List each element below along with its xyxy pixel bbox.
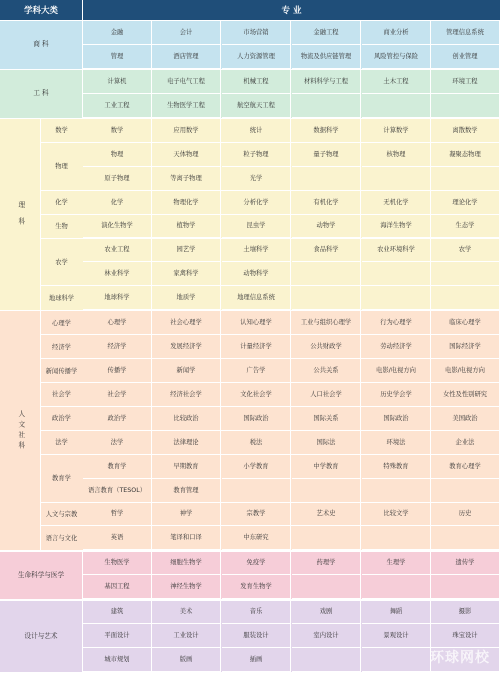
major-cell: 新闻学 xyxy=(152,359,221,383)
watermark: 环球网校 xyxy=(430,650,490,666)
major-cell: 生理学 xyxy=(362,552,431,576)
major-cell xyxy=(362,167,431,191)
major-cell: 社会学 xyxy=(83,383,152,407)
major-cell: 生物医学 xyxy=(83,552,152,576)
major-cell: 物理 xyxy=(83,143,152,167)
major-cell: 经济社会学 xyxy=(152,383,221,407)
major-cell: 国际关系 xyxy=(292,407,361,431)
major-cell: 法律理论 xyxy=(152,431,221,455)
subcategory-cell: 人文与宗教 xyxy=(45,510,78,518)
major-cell: 国际法 xyxy=(292,431,361,455)
major-cell: 美国政治 xyxy=(431,407,500,431)
major-cell: 室内设计 xyxy=(292,624,361,648)
major-cell: 女性及性别研究 xyxy=(431,383,500,407)
major-cell: 中东研究 xyxy=(222,526,291,550)
subcategory-cell: 新闻传播学 xyxy=(45,367,78,375)
major-cell: 工业设计 xyxy=(152,624,221,648)
major-cell: 传播学 xyxy=(83,359,152,383)
major-cell: 计量经济学 xyxy=(222,335,291,359)
major-cell xyxy=(222,479,291,503)
major-cell: 国际政治 xyxy=(222,407,291,431)
subcategory-cell: 地球科学 xyxy=(48,294,75,302)
major-cell: 电子电气工程 xyxy=(152,70,221,94)
major-cell: 食品科学 xyxy=(292,239,361,263)
major-cell: 数学 xyxy=(83,119,152,143)
major-cell: 生态学 xyxy=(431,215,500,239)
subcategory-cell: 经济学 xyxy=(52,343,71,351)
band-science xyxy=(0,119,500,310)
major-cell xyxy=(431,479,500,503)
major-cell: 法学 xyxy=(83,431,152,455)
major-cell xyxy=(292,262,361,286)
major-cell: 光学 xyxy=(222,167,291,191)
major-cell xyxy=(362,526,431,550)
major-cell xyxy=(362,262,431,286)
major-cell: 材料科学与工程 xyxy=(292,70,361,94)
major-cell: 笔译和口译 xyxy=(152,526,221,550)
major-cell: 创业管理 xyxy=(431,45,500,69)
major-header xyxy=(83,0,500,20)
major-cell xyxy=(292,286,361,310)
subcategory-cell: 法学 xyxy=(55,439,68,447)
major-cell xyxy=(431,575,500,599)
major-cell: 人力资源管理 xyxy=(222,45,291,69)
major-cell: 广告学 xyxy=(222,359,291,383)
major-cell xyxy=(292,648,361,672)
category-cell: 商 科 xyxy=(33,40,49,49)
major-cell: 昆虫学 xyxy=(222,215,291,239)
major-cell: 中学教育 xyxy=(292,455,361,479)
major-cell: 核物理 xyxy=(362,143,431,167)
major-cell: 国际经济学 xyxy=(431,335,500,359)
major-cell: 动物科学 xyxy=(222,262,291,286)
major-cell: 免疫学 xyxy=(222,552,291,576)
major-cell: 宗教学 xyxy=(222,503,291,527)
major-cell: 历史 xyxy=(431,503,500,527)
major-cell: 电影/电视方向 xyxy=(362,359,431,383)
major-cell: 遗传学 xyxy=(431,552,500,576)
major-cell: 教育学 xyxy=(83,455,152,479)
major-cell: 历史学会学 xyxy=(362,383,431,407)
major-cell: 音乐 xyxy=(222,601,291,625)
major-cell: 英语 xyxy=(83,526,152,550)
major-cell: 神经生物学 xyxy=(152,575,221,599)
major-cell: 风险管控与保险 xyxy=(362,45,431,69)
major-cell: 离散数学 xyxy=(431,119,500,143)
major-cell: 演化生物学 xyxy=(83,215,152,239)
major-cell xyxy=(431,94,500,118)
major-cell: 税法 xyxy=(222,431,291,455)
major-cell xyxy=(292,575,361,599)
major-cell: 农学 xyxy=(431,239,500,263)
major-cell: 早期教育 xyxy=(152,455,221,479)
major-cell: 国际政治 xyxy=(362,407,431,431)
major-cell: 家禽科学 xyxy=(152,262,221,286)
major-cell: 量子物理 xyxy=(292,143,361,167)
major-cell: 人口社会学 xyxy=(292,383,361,407)
major-cell: 教育管理 xyxy=(152,479,221,503)
major-cell: 地质学 xyxy=(152,286,221,310)
major-cell: 农业环境科学 xyxy=(362,239,431,263)
major-cell: 版画 xyxy=(152,648,221,672)
major-cell xyxy=(362,575,431,599)
band-life xyxy=(0,552,500,600)
category-cell: 理 科 xyxy=(16,200,25,229)
band-engineering xyxy=(0,70,500,118)
major-cell xyxy=(362,94,431,118)
major-cell: 经济学 xyxy=(83,335,152,359)
major-cell: 物流及供应链管理 xyxy=(292,45,361,69)
subcategory-cell: 语言与文化 xyxy=(45,534,78,542)
major-cell: 环境法 xyxy=(362,431,431,455)
major-cell: 神学 xyxy=(152,503,221,527)
major-cell: 计算数学 xyxy=(362,119,431,143)
major-cell xyxy=(362,286,431,310)
major-cell: 地理信息系统 xyxy=(222,286,291,310)
major-cell: 金融工程 xyxy=(292,21,361,45)
major-cell xyxy=(292,479,361,503)
major-cell: 数据科学 xyxy=(292,119,361,143)
major-cell: 土壤科学 xyxy=(222,239,291,263)
major-cell: 美术 xyxy=(152,601,221,625)
major-cell: 心理学 xyxy=(83,311,152,335)
major-cell: 植物学 xyxy=(152,215,221,239)
category-header xyxy=(0,0,82,20)
major-cell: 平面设计 xyxy=(83,624,152,648)
subcategory-cell: 政治学 xyxy=(52,415,71,423)
major-cell xyxy=(362,648,431,672)
major-cell: 特殊教育 xyxy=(362,455,431,479)
major-cell xyxy=(431,286,500,310)
major-cell: 景观设计 xyxy=(362,624,431,648)
major-cell: 农业工程 xyxy=(83,239,152,263)
major-cell: 摄影 xyxy=(431,601,500,625)
major-cell: 应用数学 xyxy=(152,119,221,143)
major-cell: 比较政治 xyxy=(152,407,221,431)
band-business xyxy=(0,21,500,69)
major-cell: 插画 xyxy=(222,648,291,672)
subcategory-cell: 物理 xyxy=(55,163,68,171)
major-cell: 建筑 xyxy=(83,601,152,625)
major-cell: 计算机 xyxy=(83,70,152,94)
major-cell xyxy=(362,479,431,503)
major-cell: 教育心理学 xyxy=(431,455,500,479)
major-cell xyxy=(431,167,500,191)
major-cell: 管理 xyxy=(83,45,152,69)
major-cell xyxy=(431,526,500,550)
major-header-label: 专 业 xyxy=(281,6,302,16)
band-design xyxy=(0,601,500,673)
subcategory-cell: 心理学 xyxy=(52,319,71,327)
category-cell: 设计与艺术 xyxy=(24,631,58,640)
major-cell: 航空航天工程 xyxy=(222,94,291,118)
subcategory-cell: 化学 xyxy=(55,199,68,207)
major-cell: 动物学 xyxy=(292,215,361,239)
major-cell: 珠宝设计 xyxy=(431,624,500,648)
major-cell xyxy=(292,167,361,191)
major-cell: 发育生物学 xyxy=(222,575,291,599)
major-cell: 等离子物理 xyxy=(152,167,221,191)
major-cell: 天体物理 xyxy=(152,143,221,167)
major-cell xyxy=(292,94,361,118)
major-cell: 酒店管理 xyxy=(152,45,221,69)
major-cell: 小学教育 xyxy=(222,455,291,479)
major-cell: 海洋生物学 xyxy=(362,215,431,239)
major-cell: 发展经济学 xyxy=(152,335,221,359)
major-cell: 机械工程 xyxy=(222,70,291,94)
major-cell: 会计 xyxy=(152,21,221,45)
major-cell: 化学 xyxy=(83,191,152,215)
subcategory-cell: 数学 xyxy=(55,127,68,135)
major-cell: 工业工程 xyxy=(83,94,152,118)
subcategory-cell: 社会学 xyxy=(52,391,71,399)
major-cell: 城市规划 xyxy=(83,648,152,672)
major-cell: 比较文学 xyxy=(362,503,431,527)
major-cell: 电影/电视方向 xyxy=(431,359,500,383)
major-cell xyxy=(292,526,361,550)
major-cell: 有机化学 xyxy=(292,191,361,215)
major-cell: 临床心理学 xyxy=(431,311,500,335)
major-cell: 土木工程 xyxy=(362,70,431,94)
major-cell: 分析化学 xyxy=(222,191,291,215)
major-cell: 工业与组织心理学 xyxy=(292,311,361,335)
major-cell: 金融 xyxy=(83,21,152,45)
major-cell: 公共财政学 xyxy=(292,335,361,359)
major-cell: 环境工程 xyxy=(431,70,500,94)
major-cell: 粒子物理 xyxy=(222,143,291,167)
subcategory-cell: 教育学 xyxy=(52,475,71,483)
major-cell: 基因工程 xyxy=(83,575,152,599)
major-cell: 劳动经济学 xyxy=(362,335,431,359)
major-cell: 公共关系 xyxy=(292,359,361,383)
major-cell: 原子物理 xyxy=(83,167,152,191)
major-cell: 行为心理学 xyxy=(362,311,431,335)
subcategory-cell: 生物 xyxy=(55,222,68,230)
major-cell: 文化社会学 xyxy=(222,383,291,407)
major-cell: 市场营销 xyxy=(222,21,291,45)
major-cell: 戏剧 xyxy=(292,601,361,625)
major-cell: 哲学 xyxy=(83,503,152,527)
major-cell: 凝聚态物理 xyxy=(431,143,500,167)
major-cell: 物理化学 xyxy=(152,191,221,215)
band-humanities xyxy=(0,311,500,550)
major-cell: 地球科学 xyxy=(83,286,152,310)
major-cell: 林业科学 xyxy=(83,262,152,286)
major-cell: 语言教育（TESOL） xyxy=(83,479,152,503)
category-cell: 生命科学与医学 xyxy=(17,570,65,579)
major-cell: 理论化学 xyxy=(431,191,500,215)
major-cell: 商业分析 xyxy=(362,21,431,45)
major-cell: 统计 xyxy=(222,119,291,143)
major-cell xyxy=(431,262,500,286)
major-cell: 细胞生物学 xyxy=(152,552,221,576)
major-cell: 社会心理学 xyxy=(152,311,221,335)
major-cell: 政治学 xyxy=(83,407,152,431)
major-cell: 无机化学 xyxy=(362,191,431,215)
major-cell: 生物医学工程 xyxy=(152,94,221,118)
major-cell: 舞蹈 xyxy=(362,601,431,625)
subcategory-cell: 农学 xyxy=(55,258,68,266)
major-cell: 服装设计 xyxy=(222,624,291,648)
major-cell: 企业法 xyxy=(431,431,500,455)
major-cell: 管理信息系统 xyxy=(431,21,500,45)
category-header-label: 学科大类 xyxy=(23,6,58,16)
major-cell: 认知心理学 xyxy=(222,311,291,335)
major-cell: 艺术史 xyxy=(292,503,361,527)
major-cell: 药理学 xyxy=(292,552,361,576)
major-cell: 园艺学 xyxy=(152,239,221,263)
category-cell: 人文社科 xyxy=(16,409,25,453)
category-cell: 工 科 xyxy=(33,89,49,98)
